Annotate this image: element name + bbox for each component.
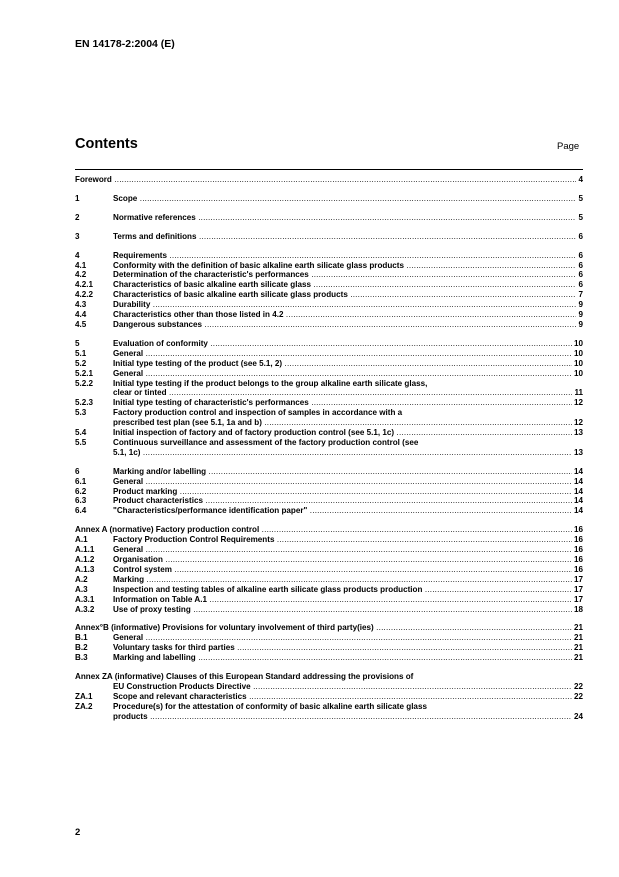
toc-entry[interactable] [75, 506, 583, 516]
toc-entry[interactable] [75, 477, 583, 487]
toc-entry-number: 4.3 [75, 300, 87, 310]
toc-entry-title [113, 280, 576, 290]
toc-entry-title [113, 261, 576, 271]
toc-group-gap [75, 185, 583, 194]
toc-entry-page: 11 [574, 388, 583, 398]
toc-group-gap [75, 458, 583, 467]
toc-entry-text: EU Construction Products Directive ..... [113, 682, 572, 691]
toc-entry-title [113, 653, 572, 663]
toc-entry-text: Evaluation of conformity ..... [113, 339, 572, 348]
toc-entry-text: Characteristics of basic alkaline earth silicate glass ..... [113, 280, 576, 289]
toc-entry-text: prescribed test plan (see 5.1, 1a and b) ..... [113, 418, 572, 427]
toc-entry-text: Durability ..... [113, 300, 576, 309]
toc-entry-title [113, 398, 572, 408]
toc-entry[interactable] [75, 213, 583, 223]
toc-entry-page: 22 [573, 681, 583, 691]
toc-entry-page: 14 [573, 466, 583, 476]
page-title: Contents [75, 136, 138, 152]
toc-entry-text: Initial inspection of factory and of factory production control (see 5.1, 1c) ..... [113, 428, 572, 437]
toc-entry-title [113, 339, 572, 349]
toc-entry-title [75, 525, 572, 535]
toc-entry-page: 6 [578, 270, 583, 280]
toc-entry-title [113, 232, 576, 242]
toc-entry-title-line: Initial type testing if the product belongs to the group alkaline earth silicate glass, [113, 378, 428, 388]
toc-entry[interactable] [75, 418, 583, 428]
toc-entry-title [113, 290, 576, 300]
toc-entry[interactable] [75, 310, 583, 320]
toc-entry-title [113, 467, 572, 477]
toc-entry-page: 24 [573, 711, 583, 721]
toc-entry-text: Determination of the characteristic's performances ..... [113, 270, 576, 279]
toc-entry-page: 17 [573, 584, 583, 594]
toc-entry[interactable] [75, 261, 583, 271]
toc-entry-number: 6.3 [75, 496, 87, 506]
toc-entry-title [113, 448, 572, 458]
toc-entry-page: 21 [573, 633, 583, 643]
toc-entry-page: 9 [578, 310, 583, 320]
toc-entry-text: Characteristics of basic alkaline earth silicate glass products ..... [113, 290, 576, 299]
toc-group-gap [75, 242, 583, 251]
toc-entry-title [113, 369, 572, 379]
toc-entry-title [113, 535, 572, 545]
toc-entry-first-line[interactable] [75, 408, 583, 418]
toc-entry-page: 14 [573, 486, 583, 496]
toc-entry-title [113, 575, 572, 585]
toc-entry[interactable] [75, 692, 583, 702]
toc-entry-page: 6 [578, 250, 583, 260]
toc-entry-text: 5.1, 1c) ..... [113, 448, 572, 457]
toc-entry-page: 18 [573, 604, 583, 614]
toc-entry[interactable] [75, 545, 583, 555]
toc-entry-text: General ..... [113, 545, 572, 554]
toc-entry-text: products ..... [113, 712, 572, 721]
table-of-contents [75, 175, 583, 722]
toc-entry-title [113, 712, 572, 722]
toc-entry-number: B.3 [75, 653, 88, 663]
toc-entry-title [113, 388, 572, 398]
toc-entry-page: 12 [573, 398, 583, 408]
toc-entry-first-line[interactable] [75, 438, 583, 448]
toc-entry-text: General ..... [113, 633, 572, 642]
toc-entry[interactable] [75, 585, 583, 595]
toc-entry[interactable] [75, 575, 583, 585]
toc-entry-text: Factory Production Control Requirements ..... [113, 535, 572, 544]
toc-entry-page: 16 [573, 545, 583, 555]
toc-entry-title [75, 175, 576, 185]
toc-entry-text: Marking and/or labelling ..... [113, 467, 572, 476]
toc-entry[interactable] [75, 487, 583, 497]
toc-group-gap [75, 330, 583, 339]
toc-entry-number: 5 [75, 338, 80, 348]
toc-entry[interactable] [75, 605, 583, 615]
toc-group-gap [75, 614, 583, 623]
toc-entry-number: 5.5 [75, 437, 87, 447]
toc-entry-page: 16 [573, 564, 583, 574]
toc-entry-text: Marking and labelling ..... [113, 653, 572, 662]
document-id: EN 14178-2:2004 (E) [75, 38, 175, 50]
toc-entry-text: Terms and definitions ..... [113, 232, 576, 241]
toc-entry-number: 5.3 [75, 408, 87, 418]
toc-entry[interactable] [75, 290, 583, 300]
toc-entry-page: 16 [573, 525, 583, 535]
toc-entry-title [113, 359, 572, 369]
toc-entry-number: 6 [75, 466, 80, 476]
toc-entry-number: 5.4 [75, 428, 87, 438]
toc-entry[interactable] [75, 270, 583, 280]
toc-entry[interactable] [75, 349, 583, 359]
toc-entry-number: 4 [75, 250, 80, 260]
toc-entry-page: 21 [573, 623, 583, 633]
toc-entry-number: 6.4 [75, 506, 87, 516]
toc-entry-page: 10 [573, 368, 583, 378]
toc-entry-page: 22 [573, 691, 583, 701]
toc-group-gap [75, 223, 583, 232]
toc-entry[interactable] [75, 682, 583, 692]
toc-entry-title [113, 595, 572, 605]
toc-entry-page: 13 [573, 428, 583, 438]
toc-entry-title [113, 349, 572, 359]
toc-entry-text: Scope ..... [113, 194, 576, 203]
toc-entry-text: Annex°B (informative) Provisions for voluntary involvement of third party(ies) ..... [75, 623, 572, 632]
toc-entry[interactable] [75, 280, 583, 290]
toc-entry-title [113, 506, 572, 516]
toc-entry-title [113, 545, 572, 555]
toc-group-gap [75, 516, 583, 525]
toc-entry-page: 17 [573, 574, 583, 584]
toc-entry[interactable] [75, 388, 583, 398]
toc-entry-first-line[interactable] [75, 379, 583, 389]
toc-entry-first-line[interactable] [75, 702, 583, 712]
toc-entry[interactable] [75, 623, 583, 633]
toc-entry-text: General ..... [113, 369, 572, 378]
toc-entry[interactable] [75, 369, 583, 379]
toc-entry-title [113, 213, 576, 223]
toc-entry[interactable] [75, 565, 583, 575]
toc-entry-page: 6 [578, 280, 583, 290]
toc-entry-page: 10 [573, 348, 583, 358]
toc-entry-title [113, 643, 572, 653]
toc-entry-number: 3 [75, 231, 80, 241]
toc-entry-page: 9 [578, 319, 583, 329]
page-number: 2 [75, 827, 81, 838]
toc-entry[interactable] [75, 448, 583, 458]
toc-entry-title [113, 682, 572, 692]
toc-entry-text: Annex A (normative) Factory production control ..... [75, 525, 572, 534]
toc-entry-text: Initial type testing of the product (see 5.1, 2) ..... [113, 359, 572, 368]
toc-entry[interactable] [75, 251, 583, 261]
toc-entry[interactable] [75, 643, 583, 653]
toc-entry[interactable] [75, 320, 583, 330]
toc-entry-page: 17 [573, 594, 583, 604]
toc-entry-title-line: Continuous surveillance and assessment of the factory production control (see [113, 437, 419, 447]
toc-entry[interactable] [75, 595, 583, 605]
toc-entry-title [113, 496, 572, 506]
toc-entry-title [113, 194, 576, 204]
toc-entry-number: ZA.1 [75, 691, 93, 701]
toc-entry-page: 21 [573, 643, 583, 653]
toc-group-gap [75, 663, 583, 672]
toc-entry-title-line: Factory production control and inspection of samples in accordance with a [113, 408, 403, 418]
toc-entry-text: Product marking ..... [113, 487, 572, 496]
toc-entry-text: "Characteristics/performance identification paper" ..... [113, 506, 572, 515]
toc-entry-text: Conformity with the definition of basic alkaline earth silicate glass products ..... [113, 261, 576, 270]
toc-entry-number: 4.1 [75, 260, 87, 270]
toc-entry[interactable] [75, 653, 583, 663]
toc-entry[interactable] [75, 712, 583, 722]
toc-entry-title-line: Procedure(s) for the attestation of conformity of basic alkaline earth silicate glass [113, 701, 427, 711]
toc-entry[interactable] [75, 555, 583, 565]
toc-entry-number: 4.4 [75, 310, 87, 320]
toc-entry-page: 14 [573, 506, 583, 516]
toc-entry-number: ZA.2 [75, 701, 93, 711]
toc-entry-title [113, 477, 572, 487]
toc-entry-number: A.1.2 [75, 555, 95, 564]
toc-entry-number: 4.2.2 [75, 290, 94, 300]
toc-entry-text: Use of proxy testing ..... [113, 605, 572, 614]
toc-entry-number: 6.2 [75, 486, 87, 496]
toc-entry-title [113, 565, 572, 575]
toc-entry-page: 10 [573, 338, 583, 348]
title-divider [75, 169, 583, 170]
toc-entry-title [113, 585, 572, 595]
toc-entry-number: 6.1 [75, 476, 87, 486]
toc-entry-text: General ..... [113, 349, 572, 358]
toc-entry[interactable] [75, 633, 583, 643]
toc-entry-title [113, 633, 572, 643]
toc-entry-number: 4.2.1 [75, 280, 94, 290]
toc-entry-text: Organisation ..... [113, 555, 572, 564]
toc-entry-title [75, 623, 572, 633]
toc-entry-title [113, 487, 572, 497]
toc-entry-number: 5.2.3 [75, 398, 94, 408]
toc-entry[interactable] [75, 525, 583, 535]
toc-entry-title [113, 428, 572, 438]
toc-entry-title [113, 251, 576, 261]
toc-entry-number: 5.2 [75, 358, 87, 368]
toc-entry-text: Inspection and testing tables of alkaline earth silicate glass products production ..... [113, 585, 572, 594]
toc-entry-text: General ..... [113, 477, 572, 486]
toc-entry-first-line[interactable] [75, 672, 583, 682]
toc-entry-text: Initial type testing of characteristic's performances ..... [113, 398, 572, 407]
toc-entry-text: Normative references ..... [113, 213, 576, 222]
toc-entry-page: 14 [573, 496, 583, 506]
toc-entry[interactable] [75, 398, 583, 408]
toc-entry-title [113, 310, 576, 320]
toc-entry-page: 13 [573, 447, 583, 457]
toc-entry[interactable] [75, 467, 583, 477]
toc-entry-title [113, 605, 572, 615]
toc-entry-page: 21 [573, 653, 583, 663]
toc-entry-title-line: Annex ZA (informative) Clauses of this European Standard addressing the provisions of [75, 672, 414, 682]
toc-entry-page: 4 [578, 175, 583, 184]
toc-entry[interactable] [75, 232, 583, 242]
toc-entry-number: A.1 [75, 535, 88, 545]
toc-entry-page: 9 [578, 300, 583, 310]
toc-entry-text: clear or tinted ..... [113, 388, 572, 397]
toc-entry-number: 5.2.2 [75, 378, 94, 388]
toc-entry-text: Information on Table A.1 ..... [113, 595, 572, 604]
toc-entry-page: 6 [578, 260, 583, 270]
toc-entry-text: Scope and relevant characteristics ..... [113, 692, 572, 701]
toc-entry-number: 4.5 [75, 319, 87, 329]
toc-entry-text: Control system ..... [113, 565, 572, 574]
toc-entry[interactable] [75, 339, 583, 349]
toc-entry-text: Product characteristics ..... [113, 496, 572, 505]
toc-entry-number: 5.2.1 [75, 368, 94, 378]
toc-entry[interactable] [75, 194, 583, 204]
toc-entry-page: 16 [573, 555, 583, 564]
toc-entry-number: 4.2 [75, 270, 87, 280]
toc-entry-page: 5 [578, 193, 583, 203]
toc-entry-number: B.2 [75, 643, 88, 653]
toc-entry-page: 6 [578, 231, 583, 241]
toc-entry-title [113, 692, 572, 702]
toc-entry-title [113, 270, 576, 280]
toc-entry-number: A.1.1 [75, 545, 95, 555]
toc-entry-text: Marking ..... [113, 575, 572, 584]
toc-entry-number: 2 [75, 212, 80, 222]
toc-entry-text: Foreword ..... [75, 175, 576, 184]
toc-entry-number: A.3 [75, 584, 88, 594]
toc-entry-number: A.3.2 [75, 604, 95, 614]
toc-entry-page: 10 [573, 358, 583, 368]
toc-entry-title [113, 300, 576, 310]
toc-entry-number: A.3.1 [75, 594, 95, 604]
toc-entry[interactable] [75, 535, 583, 545]
toc-entry-number: B.1 [75, 633, 88, 643]
toc-entry-page: 16 [573, 535, 583, 545]
toc-entry-text: Voluntary tasks for third parties ..... [113, 643, 572, 652]
toc-entry-number: 5.1 [75, 348, 87, 358]
toc-entry[interactable] [75, 175, 583, 185]
toc-entry-page: 14 [573, 476, 583, 486]
page-column-label: Page [557, 141, 580, 152]
toc-entry[interactable] [75, 496, 583, 506]
toc-entry[interactable] [75, 428, 583, 438]
toc-entry-title [113, 320, 576, 330]
toc-entry[interactable] [75, 300, 583, 310]
toc-entry-text: Dangerous substances ..... [113, 320, 576, 329]
toc-entry-page: 7 [578, 290, 583, 300]
toc-group-gap [75, 204, 583, 213]
toc-entry-title [113, 418, 572, 428]
toc-entry-page: 12 [573, 418, 583, 428]
toc-entry-page: 5 [578, 212, 583, 222]
toc-entry-number: A.1.3 [75, 564, 95, 574]
toc-entry-title [113, 555, 572, 565]
toc-entry[interactable] [75, 359, 583, 369]
toc-entry-number: A.2 [75, 574, 88, 584]
toc-entry-text: Characteristics other than those listed in 4.2 ..... [113, 310, 576, 319]
toc-entry-text: Requirements ..... [113, 251, 576, 260]
toc-entry-number: 1 [75, 193, 80, 203]
